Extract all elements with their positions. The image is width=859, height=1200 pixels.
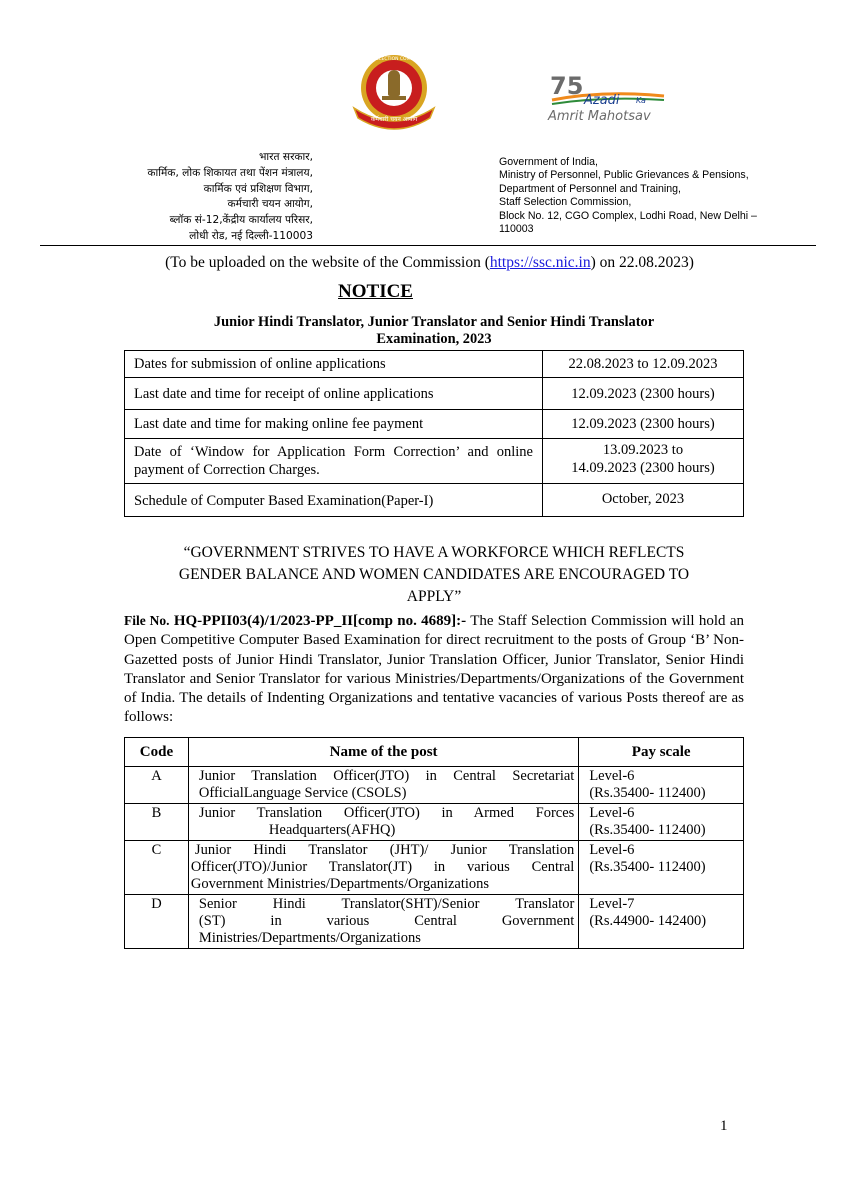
page-number: 1 xyxy=(720,1118,728,1134)
gender-balance-slogan xyxy=(124,542,744,608)
pay-range: (Rs.44900- 142400) xyxy=(589,913,707,929)
post-name-line: Officer(JTO)/Junior Translator(JT) in various Central xyxy=(190,859,575,875)
intro-body: The Staff Selection Commission will hold an Open Competitive Computer Based Examination for direct recruitment to the posts of Group ‘B’ Non-Gazetted posts of Junior Hindi Translator, Junior Translation Officer, Junior Translator, Senior Hindi Translator and Senior Translator for various Ministries/Departments/Organizations of the Government of India. The details of Indenting Organizations and tentative vacancies of various Posts thereof are as follows: xyxy=(124,613,744,726)
table-row xyxy=(125,767,744,804)
pay-scale xyxy=(579,767,744,804)
intro-paragraph xyxy=(124,611,744,728)
pay-level: Level-7 xyxy=(589,896,635,912)
slogan-line: GENDER BALANCE AND WOMEN CANDIDATES ARE ENCOURAGED TO xyxy=(178,566,690,583)
table-header-row xyxy=(125,738,744,767)
english-address-line: Government of India, xyxy=(499,156,598,168)
date-value-line: 12.09.2023 (2300 hours) xyxy=(571,386,715,402)
post-code: A xyxy=(125,767,189,804)
azadi-text: Azadi xyxy=(584,93,620,108)
post-code: D xyxy=(125,895,189,949)
date-value xyxy=(543,484,744,517)
exam-title-line: Examination, 2023 xyxy=(376,331,492,347)
post-name-line: Senior Hindi Translator(SHT)/Senior Translator xyxy=(198,896,575,912)
slogan-line: “GOVERNMENT STRIVES TO HAVE A WORKFORCE WHICH REFLECTS xyxy=(183,544,685,561)
date-event: Last date and time for receipt of online applications xyxy=(125,378,543,410)
posts-table xyxy=(124,737,744,949)
table-row xyxy=(125,804,744,841)
pay-range: (Rs.35400- 112400) xyxy=(589,822,706,838)
table-row xyxy=(125,351,744,378)
english-address-line: Ministry of Personnel, Public Grievances & Pensions, xyxy=(499,169,749,182)
date-event: Schedule of Computer Based Examination(Paper-I) xyxy=(125,484,543,517)
table-row xyxy=(125,378,744,410)
ssc-ring-text: STAFF SELECTION COMMISSION xyxy=(358,57,430,62)
hindi-address-line: कर्मचारी चयन आयोग, xyxy=(227,198,313,211)
pay-range: (Rs.35400- 112400) xyxy=(589,785,706,801)
english-address-line: Staff Selection Commission, xyxy=(499,196,632,209)
post-name-line: OfficialLanguage Service (CSOLS) xyxy=(198,785,407,801)
post-name-line: (ST) in various Central Government xyxy=(198,913,575,929)
ssc-emblem-logo xyxy=(334,48,454,132)
date-value-line: 12.09.2023 (2300 hours) xyxy=(571,416,715,432)
english-address-line: 110003 xyxy=(499,223,534,236)
post-name-line: Junior Translation Officer(JTO) in Central Secretariat xyxy=(198,768,575,784)
column-header-pay-scale: Pay scale xyxy=(579,738,744,767)
post-code: C xyxy=(125,841,189,895)
column-header-post-name: Name of the post xyxy=(188,738,578,767)
header-divider xyxy=(40,245,816,246)
slogan-line: APPLY” xyxy=(406,588,462,605)
hindi-address-line: कार्मिक, लोक शिकायत तथा पेंशन मंत्रालय, xyxy=(147,166,313,179)
table-row xyxy=(125,841,744,895)
english-address xyxy=(499,156,789,236)
post-name xyxy=(188,895,578,949)
post-name-line: Government Ministries/Departments/Organizations xyxy=(190,876,490,892)
pay-range: (Rs.35400- 112400) xyxy=(589,859,706,875)
table-row xyxy=(125,410,744,439)
upload-note xyxy=(0,254,859,272)
date-value-line: 13.09.2023 to xyxy=(602,442,684,458)
exam-title xyxy=(124,314,744,348)
hindi-address-line: ब्लॉक सं-12,केंद्रीय कार्यालय परिसर, xyxy=(169,214,313,227)
date-value xyxy=(543,378,744,410)
date-value-line: 22.08.2023 to 12.09.2023 xyxy=(568,356,718,372)
date-event: Date of ‘Window for Application Form Correction’ and online payment of Correction Charges. xyxy=(125,439,543,484)
azadi-75: 75 xyxy=(550,72,584,100)
ssc-banner-text: कर्मचारी चयन आयोग xyxy=(370,116,418,123)
date-value-line: 14.09.2023 (2300 hours) xyxy=(571,460,715,476)
hindi-address-line: कार्मिक एवं प्रशिक्षण विभाग, xyxy=(203,182,313,195)
amrit-mahotsav-text: Amrit Mahotsav xyxy=(548,109,651,124)
post-name-line: Ministries/Departments/Organizations xyxy=(198,930,421,946)
table-row xyxy=(125,439,744,484)
hindi-address-line: लोधी रोड, नई दिल्ली-110003 xyxy=(189,229,313,242)
notice-title: NOTICE xyxy=(338,281,413,302)
column-header-code: Code xyxy=(125,738,189,767)
upload-note-suffix: ) on 22.08.2023) xyxy=(590,254,694,271)
date-value xyxy=(543,351,744,378)
post-name-line: Junior Hindi Translator (JHT)/ Junior Translation xyxy=(194,842,575,858)
pay-scale xyxy=(579,804,744,841)
important-dates-table xyxy=(124,350,744,517)
date-value xyxy=(543,439,744,484)
date-event: Last date and time for making online fee payment xyxy=(125,410,543,439)
upload-note-prefix: (To be uploaded on the website of the Commission ( xyxy=(165,254,490,271)
post-name-line: Junior Translation Officer(JTO) in Armed Forces xyxy=(198,805,575,821)
file-no-label: File No. xyxy=(124,613,170,628)
english-address-line: Block No. 12, CGO Complex, Lodhi Road, New Delhi – xyxy=(499,209,757,222)
post-name xyxy=(188,841,578,895)
pay-level: Level-6 xyxy=(589,842,635,858)
date-value xyxy=(543,410,744,439)
pay-scale xyxy=(579,841,744,895)
post-name xyxy=(188,804,578,841)
pay-level: Level-6 xyxy=(589,805,635,821)
hindi-address xyxy=(13,150,313,245)
post-name-line: Headquarters(AFHQ) xyxy=(268,822,396,838)
english-address-line: Department of Personnel and Training, xyxy=(499,182,681,195)
azadi-ka-text: Ka xyxy=(636,96,646,105)
date-event: Dates for submission of online applications xyxy=(125,351,543,378)
azadi-ka-amrit-mahotsav-logo xyxy=(544,70,740,126)
post-code: B xyxy=(125,804,189,841)
table-row xyxy=(125,484,744,517)
exam-title-line: Junior Hindi Translator, Junior Translator and Senior Hindi Translator xyxy=(213,314,655,330)
pay-scale xyxy=(579,895,744,949)
hindi-address-line: भारत सरकार, xyxy=(258,151,313,163)
date-value-line: October, 2023 xyxy=(601,491,685,507)
file-number: HQ-PPII03(4)/1/2023-PP_II[comp no. 4689]:- xyxy=(173,613,467,629)
ssc-website-link[interactable]: https://ssc.nic.in xyxy=(489,254,591,271)
pay-level: Level-6 xyxy=(589,768,635,784)
table-row xyxy=(125,895,744,949)
post-name xyxy=(188,767,578,804)
